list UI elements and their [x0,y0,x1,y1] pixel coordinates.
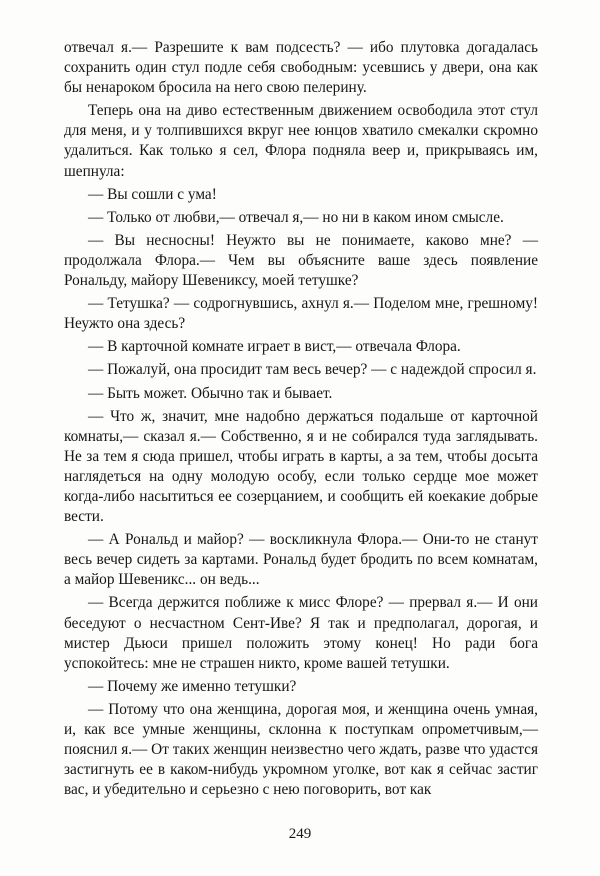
dialogue-line: — Тетушка? — содрогнувшись, ахнул я.— Поделом мне, грешному! Неужто она здесь? [64,295,538,333]
page-number: 249 [288,826,312,842]
dialogue-line: — Быть может. Обычно так и бывает. [88,384,333,402]
dialogue-line: — Что ж, значит, мне надобно держаться подальше от карточной комнаты,— сказал я.— Собственно, я и не собирался туда заглядывать. Не за тем я сюда пришел, чтобы играть в карты, а за тем, чтобы досыта наглядеться на одну молодую особу, если только сердце мое может когда-либо насытиться ее созерцанием, и сообщить ей коекакие добрые вести. [64,407,538,526]
dialogue-line: — Всегда держится поближе к мисс Флоре? — прервал я.— И они беседуют о несчастном Сент-Иве? Я так и предполагал, дорогая, и мистер Дьюси пришел положить этому конец! Но ради бога успокойтесь: мне не страшен никто, кроме вашей тетушки. [64,594,538,672]
dialogue-line: — Только от любви,— отвечал я,— но ни в каком ином смысле. [88,208,504,226]
dialogue-line: — Пожалуй, она просидит там весь вечер? — с надеждой спросил я. [88,361,537,379]
paragraph-continuation: отвечал я.— Разрешите к вам подсесть? — ибо плутовка догадалась сохранить один стул подле себя свободным: усевшись у двери, она как бы ненароком бросила на него свою пелерину. [64,39,538,97]
dialogue-line: — Вы сошли с ума! [88,185,217,203]
dialogue-line: — В карточной комнате играет в вист,— отвечала Флора. [88,338,461,356]
dialogue-line: — Почему же именно тетушки? [88,677,297,695]
body-text [64,38,538,800]
dialogue-line: — Потому что она женщина, дорогая моя, и женщина очень умная, и, как все умные женщины, склонна к поступкам опрометчивым,— пояснил я.— От таких женщин неизвестно чего ждать, разве что удастся застигнуть ее в каком-нибудь укромном уголке, вот как я сейчас застиг вас, и убедительно и серьезно с нею поговорить, вот как [64,700,538,799]
paragraph-narration: Теперь она на диво естественным движением освободила этот стул для меня, и у толпившихся вкруг нее юнцов хватило смекалки скромно удалиться. Как только я сел, Флора подняла веер и, прикрываясь им, шепнула: [64,102,538,180]
dialogue-line: — Вы несносны! Неужто вы не понимаете, каково мне? — продолжала Флора.— Чем вы объясните ваше здесь появление Рональду, майору Шевениксу, моей тетушке? [64,231,538,290]
dialogue-line: — А Рональд и майор? — воскликнула Флора.— Они-то не станут весь вечер сидеть за картами. Рональд будет бродить по всем комнатам, а майор Шевеникс... он ведь... [64,531,538,589]
